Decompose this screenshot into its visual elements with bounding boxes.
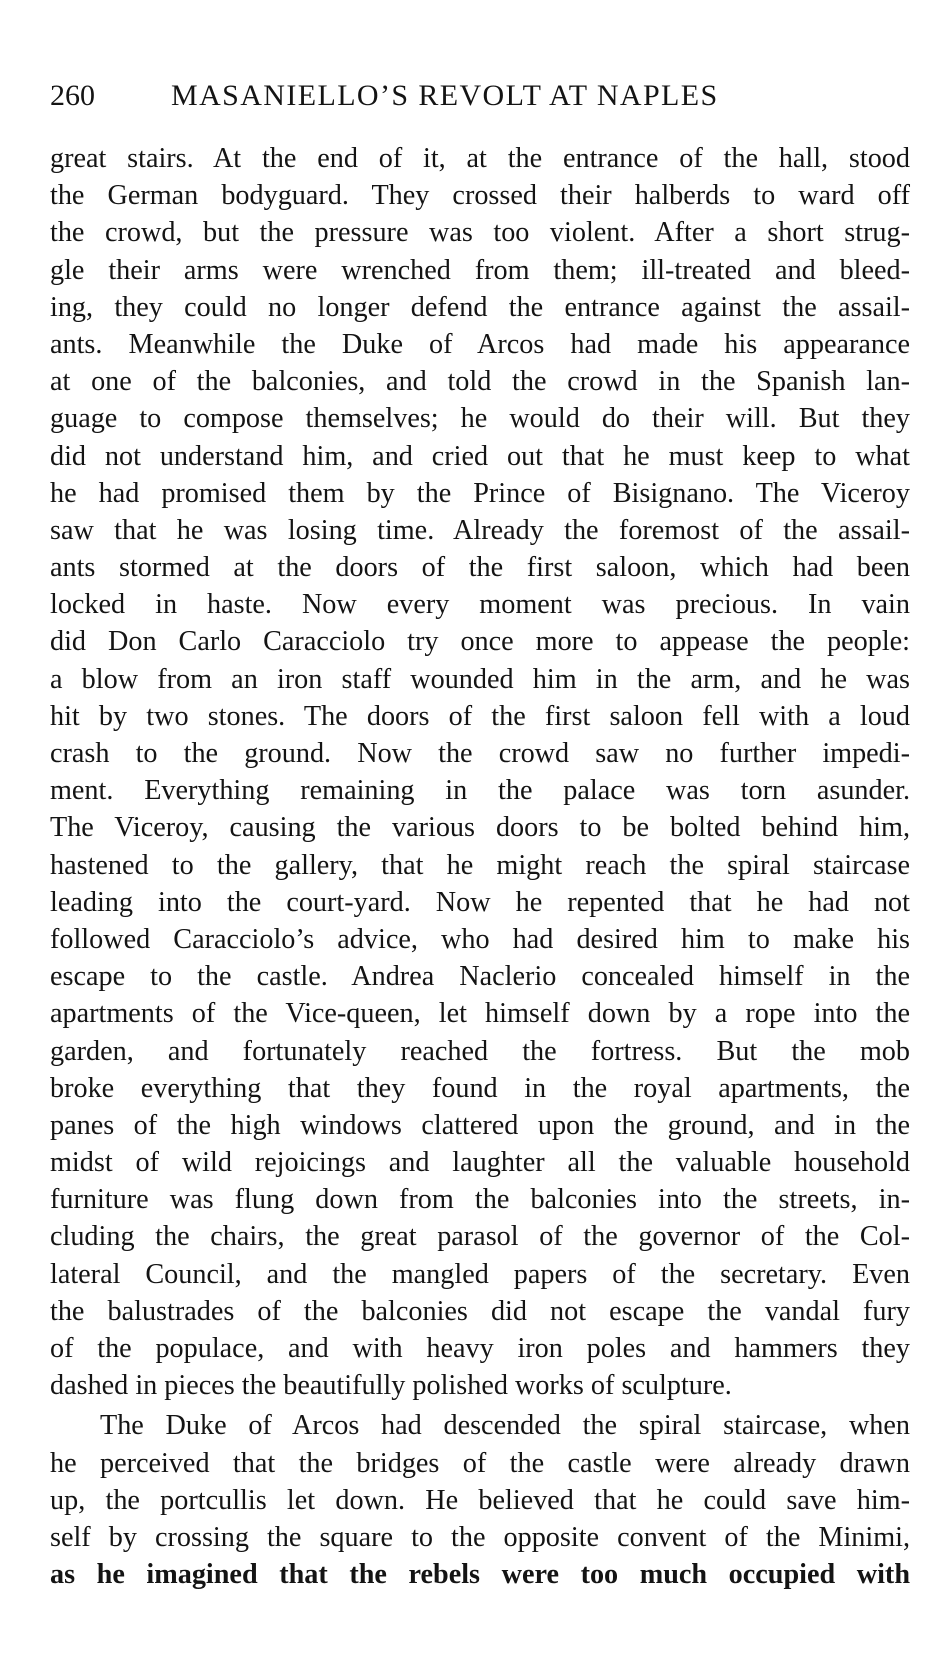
text-line: crash to the ground. Now the crowd saw no further impedi- <box>50 738 910 769</box>
text-line: did Don Carlo Caracciolo try once more to appease the people: <box>50 626 910 658</box>
text-line: locked in haste. Now every moment was precious. In vain <box>50 589 910 621</box>
text-line: hit by two stones. The doors of the first saloon fell with a loud <box>50 700 910 732</box>
text-line: he perceived that the bridges of the castle were already drawn <box>50 1447 910 1479</box>
text-line: hastened to the gallery, that he might reach the spiral staircase <box>50 849 910 881</box>
text-line: garden, and fortunately reached the fortress. But the mob <box>50 1035 910 1067</box>
text-line: furniture was flung down from the balconies into the streets, in- <box>50 1184 910 1216</box>
body-text <box>50 140 910 1593</box>
text-line: did not understand him, and cried out that he must keep to what <box>50 440 910 472</box>
text-line: leading into the court-yard. Now he repented that he had not <box>50 886 910 918</box>
text-line: escape to the castle. Andrea Naclerio concealed himself in the <box>50 961 910 993</box>
text-line: as he imagined that the rebels were too much occupied with <box>50 1559 910 1591</box>
text-line: panes of the high windows clattered upon the ground, and in the <box>50 1109 910 1141</box>
text-line: apartments of the Vice-queen, let himself down by a rope into the <box>50 998 910 1030</box>
text-line: ants stormed at the doors of the first saloon, which had been <box>50 552 910 584</box>
text-line: at one of the balconies, and told the crowd in the Spanish lan- <box>50 366 910 398</box>
text-line: saw that he was losing time. Already the foremost of the assail- <box>50 514 910 546</box>
text-line: gle their arms were wrenched from them; ill-treated and bleed- <box>50 254 910 286</box>
text-line: great stairs. At the end of it, at the entrance of the hall, stood <box>50 143 910 174</box>
text-line: ants. Meanwhile the Duke of Arcos had made his appearance <box>50 328 910 360</box>
text-line: The Duke of Arcos had descended the spiral staircase, when <box>100 1410 910 1442</box>
text-line: up, the portcullis let down. He believed that he could save him- <box>50 1484 910 1516</box>
text-line: a blow from an iron staff wounded him in the arm, and he was <box>50 663 910 695</box>
text-line: the balustrades of the balconies did not escape the vandal fury <box>50 1295 910 1327</box>
text-line: the German bodyguard. They crossed their halberds to ward off <box>50 180 910 212</box>
text-line: The Viceroy, causing the various doors to be bolted behind him, <box>50 812 910 844</box>
text-line: cluding the chairs, the great parasol of the governor of the Col- <box>50 1221 910 1253</box>
text-line: dashed in pieces the beautifully polished works of sculpture. <box>50 1370 732 1402</box>
text-line: self by crossing the square to the opposite convent of the Minimi, <box>50 1521 910 1553</box>
page-number: 260 <box>50 79 95 112</box>
text-line: of the populace, and with heavy iron poles and hammers they <box>50 1333 910 1364</box>
page-header <box>50 74 910 118</box>
text-line: guage to compose themselves; he would do their will. But they <box>50 403 910 435</box>
text-line: he had promised them by the Prince of Bisignano. The Viceroy <box>50 477 910 509</box>
text-line: the crowd, but the pressure was too violent. After a short strug- <box>50 217 910 249</box>
running-title: MASANIELLO’S REVOLT AT NAPLES <box>171 79 719 112</box>
text-line: ment. Everything remaining in the palace was torn asunder. <box>50 775 910 807</box>
text-line: lateral Council, and the mangled papers of the secretary. Even <box>50 1258 910 1290</box>
text-line: midst of wild rejoicings and laughter all the valuable household <box>50 1147 910 1179</box>
text-line: broke everything that they found in the royal apartments, the <box>50 1072 910 1104</box>
text-line: followed Caracciolo’s advice, who had desired him to make his <box>50 923 910 955</box>
text-line: ing, they could no longer defend the entrance against the assail- <box>50 291 910 323</box>
